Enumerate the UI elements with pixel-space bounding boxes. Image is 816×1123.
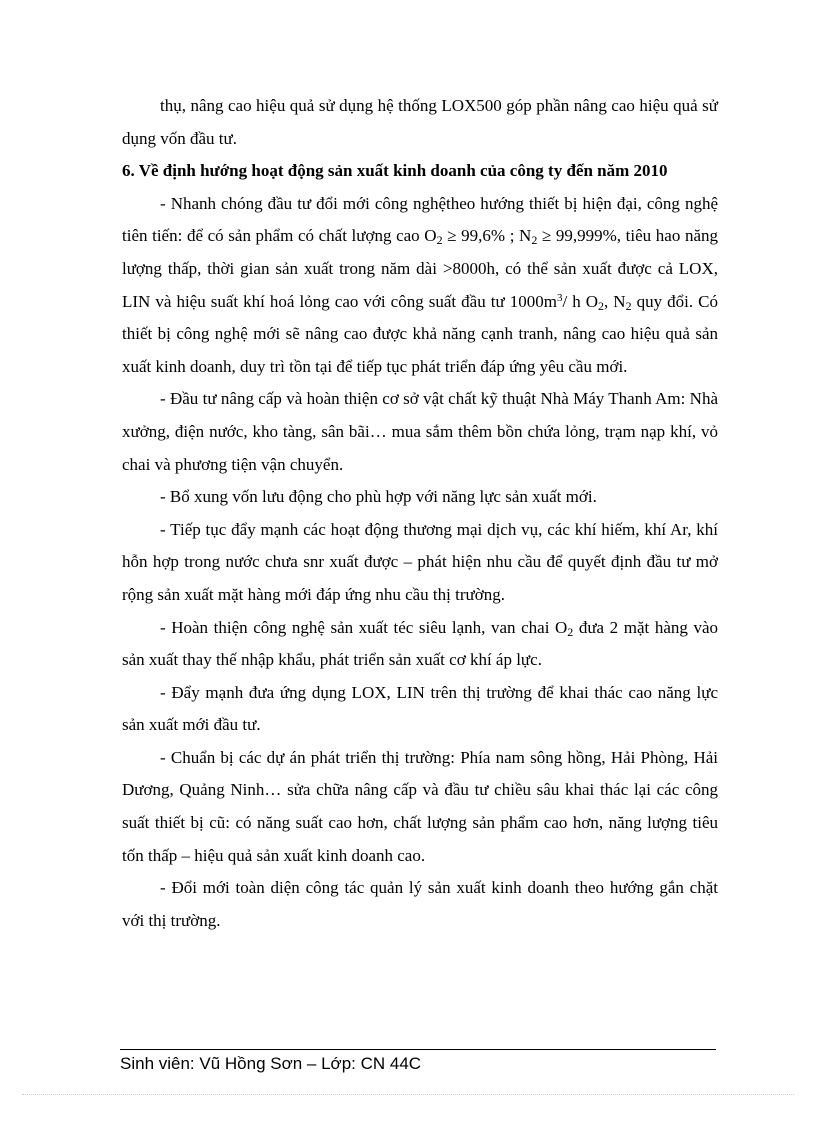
paragraph-cryogenic: - Hoàn thiện công nghệ sản xuất téc siêu lạnh, van chai $O_2$ đưa 2 mặt hàng vào sản xuất thay thế nhập khẩu, phát triển sản xuất cơ khí áp lực. [122,617,718,670]
section-heading: 6. Về định hướng hoạt động sản xuất kinh doanh của công ty đến năm 2010 [122,161,668,181]
paragraph-intro: thụ, nâng cao hiệu quả sử dụng hệ thống LOX500 góp phần nâng cao hiệu quả sử dụng vốn đầu tư. [122,96,718,148]
paragraph-infrastructure: - Đầu tư nâng cấp và hoàn thiện cơ sở vật chất kỹ thuật Nhà Máy Thanh Am: Nhà xưởng, điện nước, kho tàng, sân bãi… mua sắm thêm bồn chứa lỏng, trạm nạp khí, vỏ chai và phương tiện vận chuyển. [122,389,718,474]
body-text [122,90,718,937]
paragraph-trade: - Tiếp tục đẩy mạnh các hoạt động thương mại dịch vụ, các khí hiếm, khí Ar, khí hỗn hợp trong nước chưa snr xuất được – phát hiện nhu cầu để quyết định đầu tư mở rộng sản xuất mặt hàng mới đáp ứng nhu cầu thị trường. [122,519,718,604]
paragraph-technology: - Nhanh chóng đầu tư đổi mới công nghệtheo hướng thiết bị hiện đại, công nghệ tiên tiến: để có sản phẩm có chất lượng cao $O_2 \ge 99,6\%$ ; $N_2 \ge 99,999\%$, tiêu hao năng lượng thấp, thời gian sản xuất trong năm dài >8000h, có thể sản xuất được cả LOX, LIN và hiệu suất khí hoá lỏng cao với công suất đầu tư $1000m^3/$ h $O_2$, $N_2$ quy đổi. Có thiết bị công nghệ mới sẽ nâng cao được khả năng cạnh tranh, nâng cao hiệu quả sản xuất kinh doanh, duy trì tồn tại để tiếp tục phát triển đáp ứng yêu cầu mới. [122,193,719,376]
footer-divider [120,1049,716,1050]
footer-author: Sinh viên: Vũ Hồng Sơn – Lớp: CN 44C [120,1054,422,1073]
paragraph-management: - Đổi mới toàn diện công tác quản lý sản xuất kinh doanh theo hướng gắn chặt với thị trường. [122,878,718,930]
page-bottom-edge [22,1094,794,1095]
paragraph-capital: - Bổ xung vốn lưu động cho phù hợp với năng lực sản xuất mới. [160,487,597,507]
paragraph-market-projects: - Chuẩn bị các dự án phát triển thị trường: Phía nam sông hồng, Hải Phòng, Hải Dương, Quảng Ninh… sửa chữa nâng cấp và đầu tư chiều sâu khai thác lại các công suất thiết bị cũ: có năng suất cao hơn, chất lượng sản phẩm cao hơn, năng lượng tiêu tốn thấp – hiệu quả sản xuất kinh doanh cao. [122,747,718,865]
paragraph-lox-lin: - Đẩy mạnh đưa ứng dụng LOX, LIN trên thị trường để khai thác cao năng lực sản xuất mới đầu tư. [122,682,718,735]
